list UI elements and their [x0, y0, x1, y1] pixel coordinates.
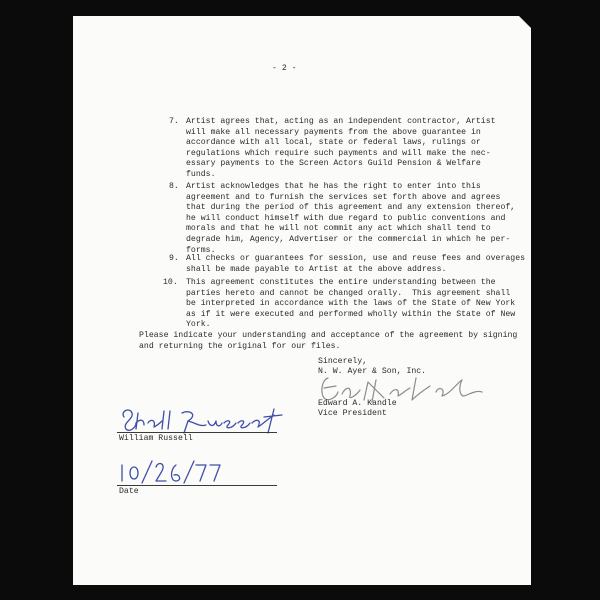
artist-name-label: William Russell [119, 434, 193, 443]
clause-text: Artist acknowledges that he has the right to enter into this agreement and to furnish the services set forth above and agrees that during the period of this agreement and any extension thereof, he will conduct himself with due regard to public conventions and morals and that he will not commit any act which shall tend to degrade him, Agency, Advertiser or the commercial in which he per- forms. [186, 182, 516, 255]
clause-text: Artist agrees that, acting as an independent contractor, Artist will make all necessary payments from the above guarantee in accordance with all local, state or federal laws, rulings or regulations which require such payments and will make the nec- essary payments to the Screen Actors Guild Pension & Welfare funds. [186, 117, 496, 179]
signatory-title: Vice President [318, 409, 387, 418]
company-name: N. W. Ayer & Son, Inc. [318, 367, 427, 376]
clause-number: 8. [169, 182, 179, 191]
date-line [117, 485, 277, 486]
signatory-name: Edward A. Kandle [318, 399, 397, 408]
closing-paragraph: Please indicate your understanding and acceptance of the agreement by signing and returning the original for our files. [139, 331, 518, 351]
folded-corner [519, 16, 565, 62]
handwritten-date [118, 459, 228, 485]
clause-number: 7. [169, 117, 179, 126]
page-number: - 2 - [272, 64, 297, 73]
clause-text: All checks or guarantees for session, use and reuse fees and overages shall be made payable to Artist at the above address. [186, 254, 526, 274]
clause-text: This agreement constitutes the entire understanding between the parties hereto and cannot be changed orally. This agreement shall be interpreted in accordance with the laws of the State of New York as if it were executed and performed wholly within the State of New York. [186, 278, 516, 330]
clause-number: 10. [163, 278, 178, 287]
clause-number: 9. [169, 254, 179, 263]
salutation: Sincerely, [318, 357, 368, 366]
signature-line [117, 432, 277, 433]
date-label: Date [119, 487, 139, 496]
